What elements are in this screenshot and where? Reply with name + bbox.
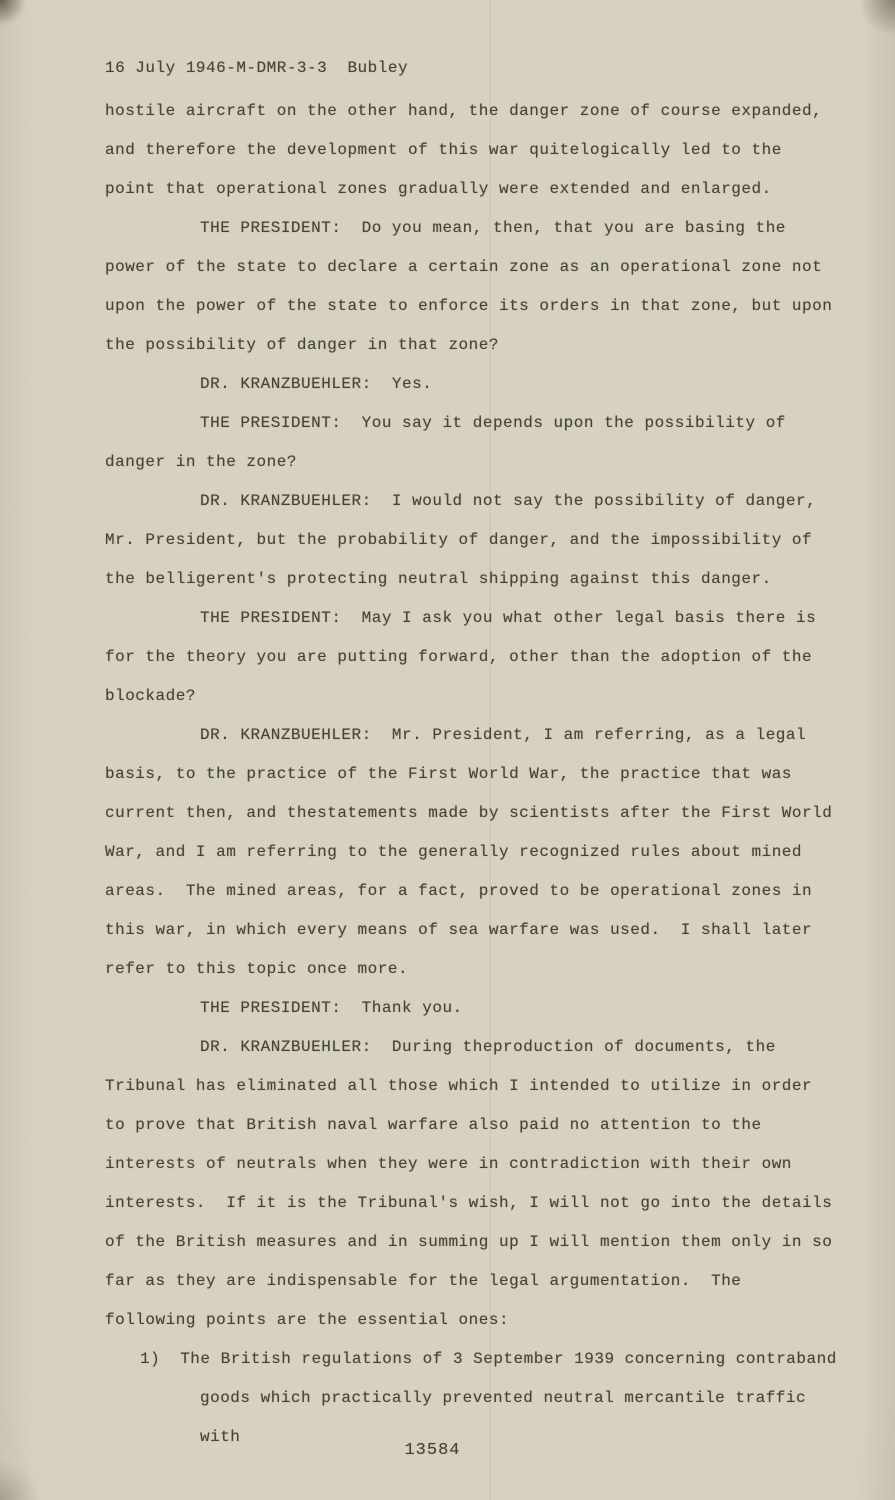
document-header: 16 July 1946-M-DMR-3-3 Bubley bbox=[105, 59, 409, 77]
document-content bbox=[105, 56, 847, 1457]
list-item-number: 1) bbox=[140, 1350, 161, 1368]
paragraph-dialogue: DR. KRANZBUEHLER: Mr. President, I am referring, as a legal basis, to the practice of the First World War, the practice that was current then, and thestatements made by scientists after the First World War, and I am referring to the generally recognized rules about mined areas. The mined areas, for a fact, proved to be operational zones in this war, in which every means of sea warfare was used. I shall later refer to this topic once more. bbox=[105, 726, 843, 978]
paragraph-dialogue: THE PRESIDENT: Do you mean, then, that you are basing the power of the state to declare a certain zone as an operational zone not upon the power of the state to enforce its orders in that zone, but upon the possibility of danger in that zone? bbox=[105, 219, 843, 354]
paragraph-dialogue: THE PRESIDENT: You say it depends upon the possibility of danger in the zone? bbox=[105, 414, 796, 471]
paragraph-dialogue: THE PRESIDENT: May I ask you what other legal basis there is for the theory you are putting forward, other than the adoption of the blockade? bbox=[105, 609, 827, 705]
paragraph-dialogue: DR. KRANZBUEHLER: During theproduction of documents, the Tribunal has eliminated all those which I intended to utilize in order to prove that British naval warfare also paid no attention to the interests of neutrals when they were in contradiction with their own interests. If it is the Tribunal's wish, I will not go into the details of the British measures and in summing up I will mention them only in so far as they are indispensable for the legal argumentation. The following points are the essential ones: bbox=[105, 1038, 843, 1329]
list-item-text: The British regulations of 3 September 1939 concerning contraband goods which practically prevented neutral mercantile traffic with bbox=[180, 1350, 847, 1446]
paragraph-dialogue: THE PRESIDENT: Thank you. bbox=[200, 999, 463, 1017]
numbered-list-item bbox=[140, 1340, 847, 1457]
paragraph-continuation: hostile aircraft on the other hand, the danger zone of course expanded, and therefore the development of this war quitelogically led to the point that operational zones gradually were extended and enlarged. bbox=[105, 102, 833, 198]
page-number: 13584 bbox=[404, 1441, 461, 1460]
document-body bbox=[105, 92, 847, 1457]
paragraph-dialogue: DR. KRANZBUEHLER: I would not say the possibility of danger, Mr. President, but the probability of danger, and the impossibility of the belligerent's protecting neutral shipping against this danger. bbox=[105, 492, 827, 588]
paragraph-dialogue: DR. KRANZBUEHLER: Yes. bbox=[200, 375, 433, 393]
